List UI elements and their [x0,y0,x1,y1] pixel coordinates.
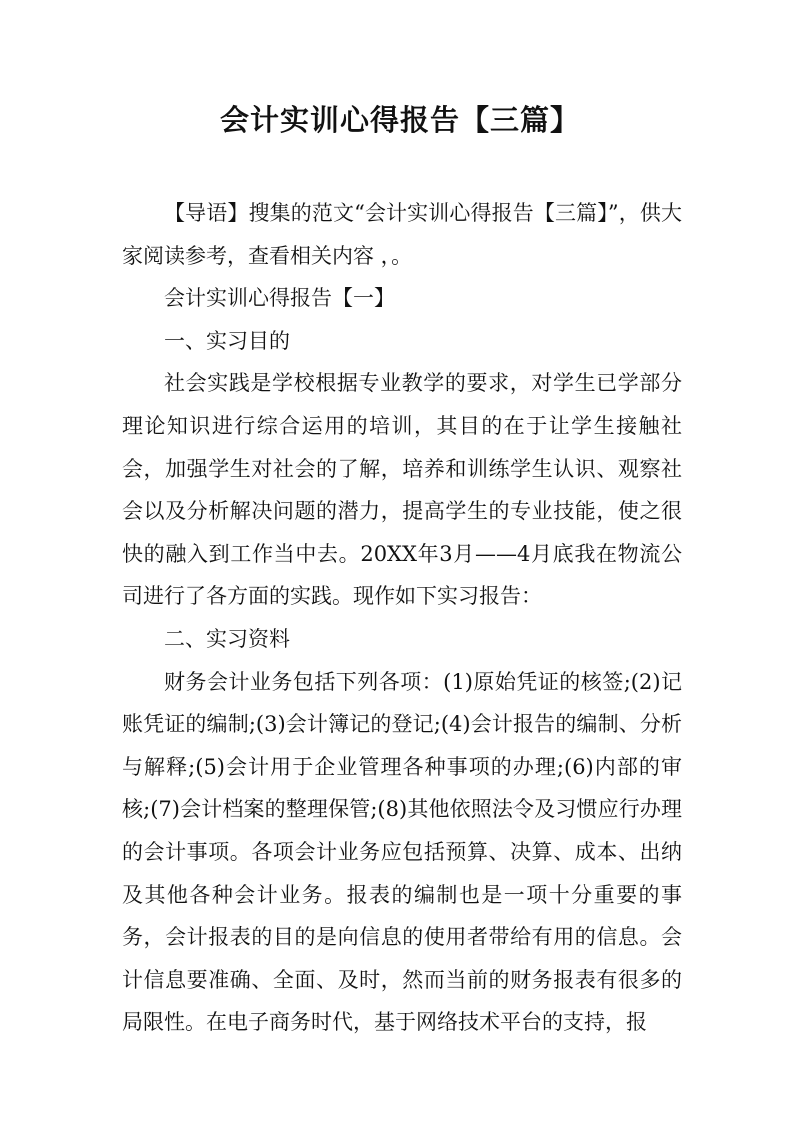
section-heading: 会计实训心得报告【一】 [164,286,395,311]
subheading-purpose: 一、实习目的 [164,328,290,353]
intro-paragraph: 【导语】搜集的范文“会计实训心得报告【三篇】”，供大家阅读参考，查看相关内容 ，。 [122,201,682,268]
document-body [122,192,682,1044]
paragraph-purpose: 社会实践是学校根据专业教学的要求，对学生已学部分理论知识进行综合运用的培训，其目的在于让学生接触社会，加强学生对社会的了解，培养和训练学生认识、观察社会以及分析解决问题的潜力，提高学生的专业技能，使之很快的融入到工作当中去。20XX年3月——4月底我在物流公司进行了各方面的实践。现作如下实习报告： [122,371,682,609]
paragraph-materials: 财务会计业务包括下列各项：(1)原始凭证的核签;(2)记账凭证的编制;(3)会计簿记的登记;(4)会计报告的编制、分析与解释;(5)会计用于企业管理各种事项的办理;(6)内部的审核;(7)会计档案的整理保管;(8)其他依照法令及习惯应行办理的会计事项。各项会计业务应包括预算、决算、成本、出纳及其他各种会计业务。报表的编制也是一项十分重要的事务，会计报表的目的是向信息的使用者带给有用的信息。会计信息要准确、全面、及时，然而当前的财务报表有很多的局限性。在电子商务时代，基于网络技术平台的支持，报 [122,669,682,1035]
subheading-materials: 二、实习资料 [164,626,290,651]
document-title: 会计实训心得报告【三篇】 [219,103,580,137]
